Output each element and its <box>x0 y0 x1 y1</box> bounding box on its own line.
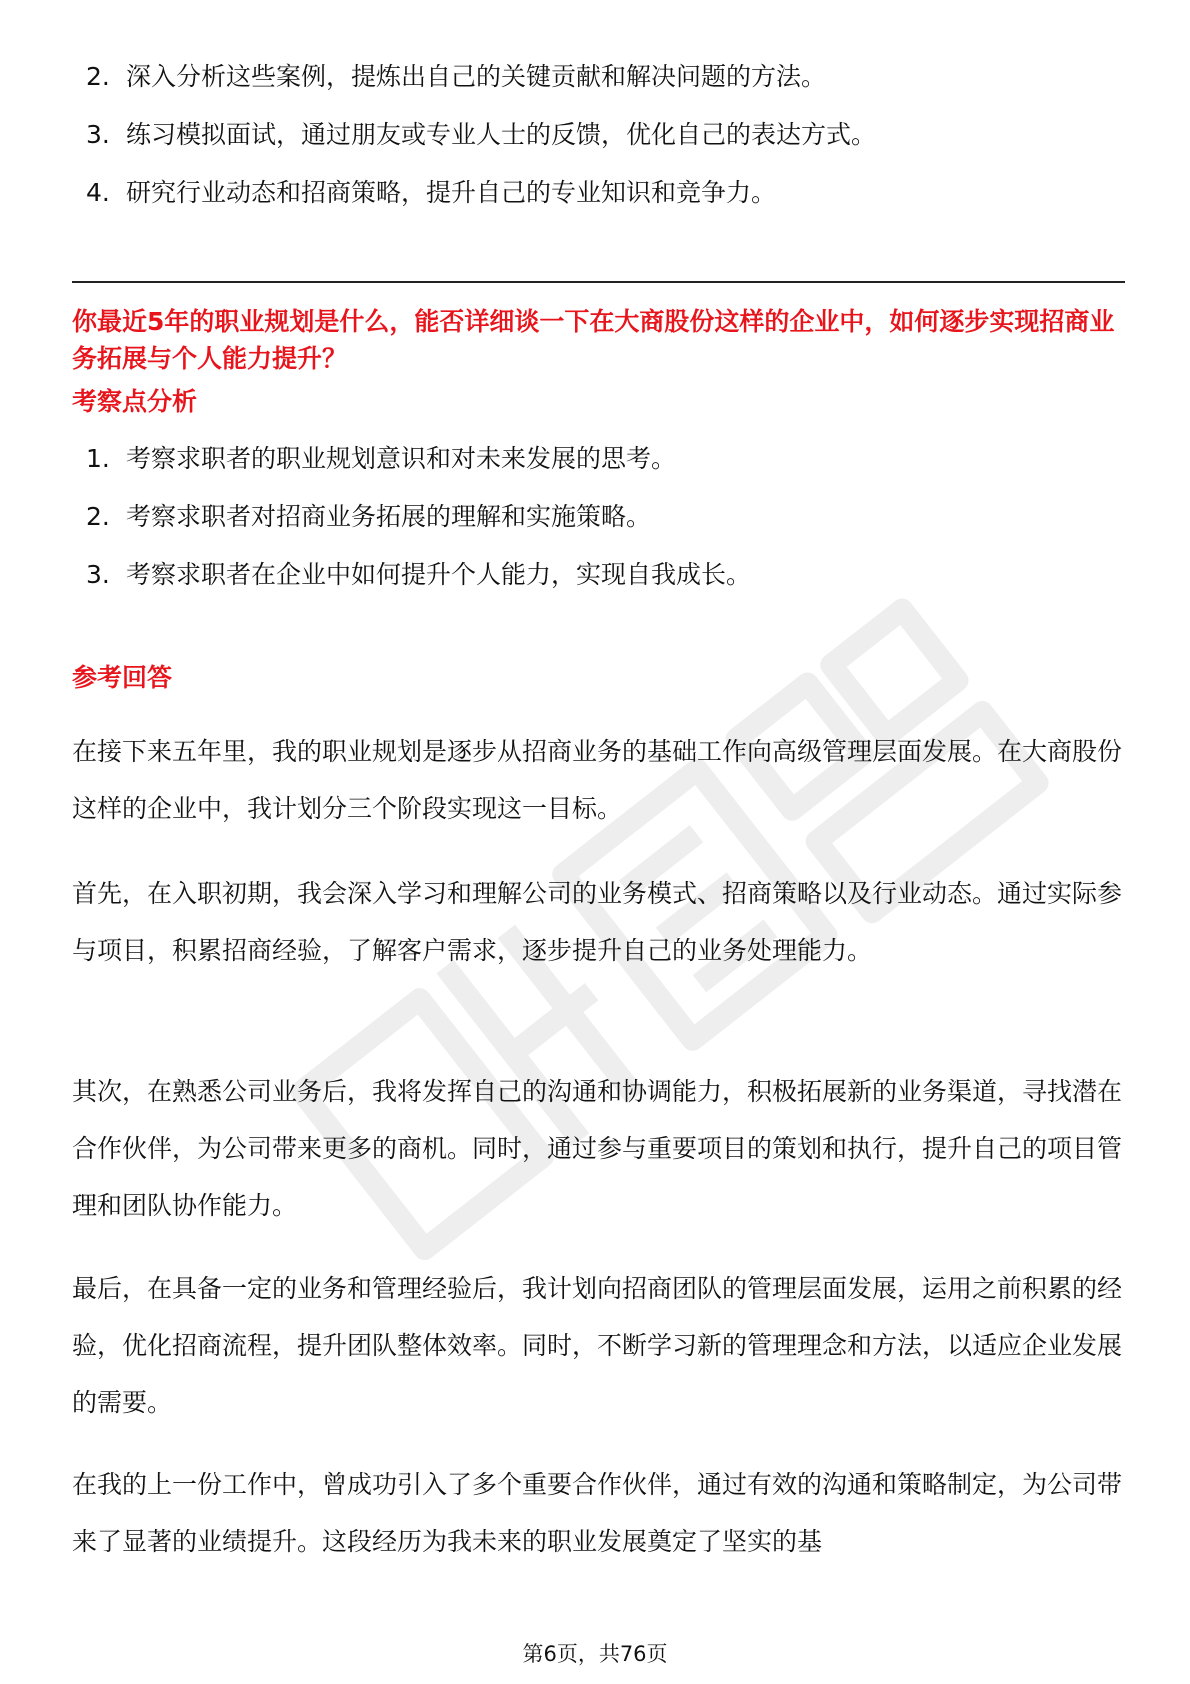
analysis-list <box>86 430 751 604</box>
list-item: 3. 考察求职者在企业中如何提升个人能力，实现自我成长。 <box>86 560 752 589</box>
answer-paragraph: 其次，在熟悉公司业务后，我将发挥自己的沟通和协调能力，积极拓展新的业务渠道，寻找潜在合作伙伴，为公司带来更多的商机。同时，通过参与重要项目的策划和执行，提升自己的项目管理和团队协作能力。 <box>72 1077 1123 1220</box>
interview-question: 你最近5年的职业规划是什么，能否详细谈一下在大商股份这样的企业中，如何逐步实现招商业务拓展与个人能力提升？ <box>72 307 1115 373</box>
top-numbered-list <box>86 48 876 222</box>
list-item: 3. 练习模拟面试，通过朋友或专业人士的反馈，优化自己的表达方式。 <box>86 120 877 149</box>
list-item: 4. 研究行业动态和招商策略，提升自己的专业知识和竞争力。 <box>86 178 777 207</box>
answer-paragraph: 在我的上一份工作中，曾成功引入了多个重要合作伙伴，通过有效的沟通和策略制定，为公司带来了显著的业绩提升。这段经历为我未来的职业发展奠定了坚实的基 <box>72 1470 1123 1556</box>
answer-paragraph: 最后，在具备一定的业务和管理经验后，我计划向招商团队的管理层面发展，运用之前积累的经验，优化招商流程，提升团队整体效率。同时，不断学习新的管理理念和方法，以适应企业发展的需要。 <box>72 1274 1123 1417</box>
answer-heading: 参考回答 <box>72 663 173 692</box>
list-item: 2. 深入分析这些案例，提炼出自己的关键贡献和解决问题的方法。 <box>86 62 827 91</box>
list-item: 1. 考察求职者的职业规划意识和对未来发展的思考。 <box>86 444 677 473</box>
answer-paragraph: 在接下来五年里，我的职业规划是逐步从招商业务的基础工作向高级管理层面发展。在大商股份这样的企业中，我计划分三个阶段实现这一目标。 <box>72 737 1123 823</box>
section-divider <box>72 281 1125 283</box>
answer-paragraph: 首先，在入职初期，我会深入学习和理解公司的业务模式、招商策略以及行业动态。通过实际参与项目，积累招商经验，了解客户需求，逐步提升自己的业务处理能力。 <box>72 879 1123 965</box>
analysis-heading: 考察点分析 <box>72 387 198 416</box>
list-item: 2. 考察求职者对招商业务拓展的理解和实施策略。 <box>86 502 652 531</box>
page-number-footer: 第6页，共76页 <box>522 1642 668 1666</box>
